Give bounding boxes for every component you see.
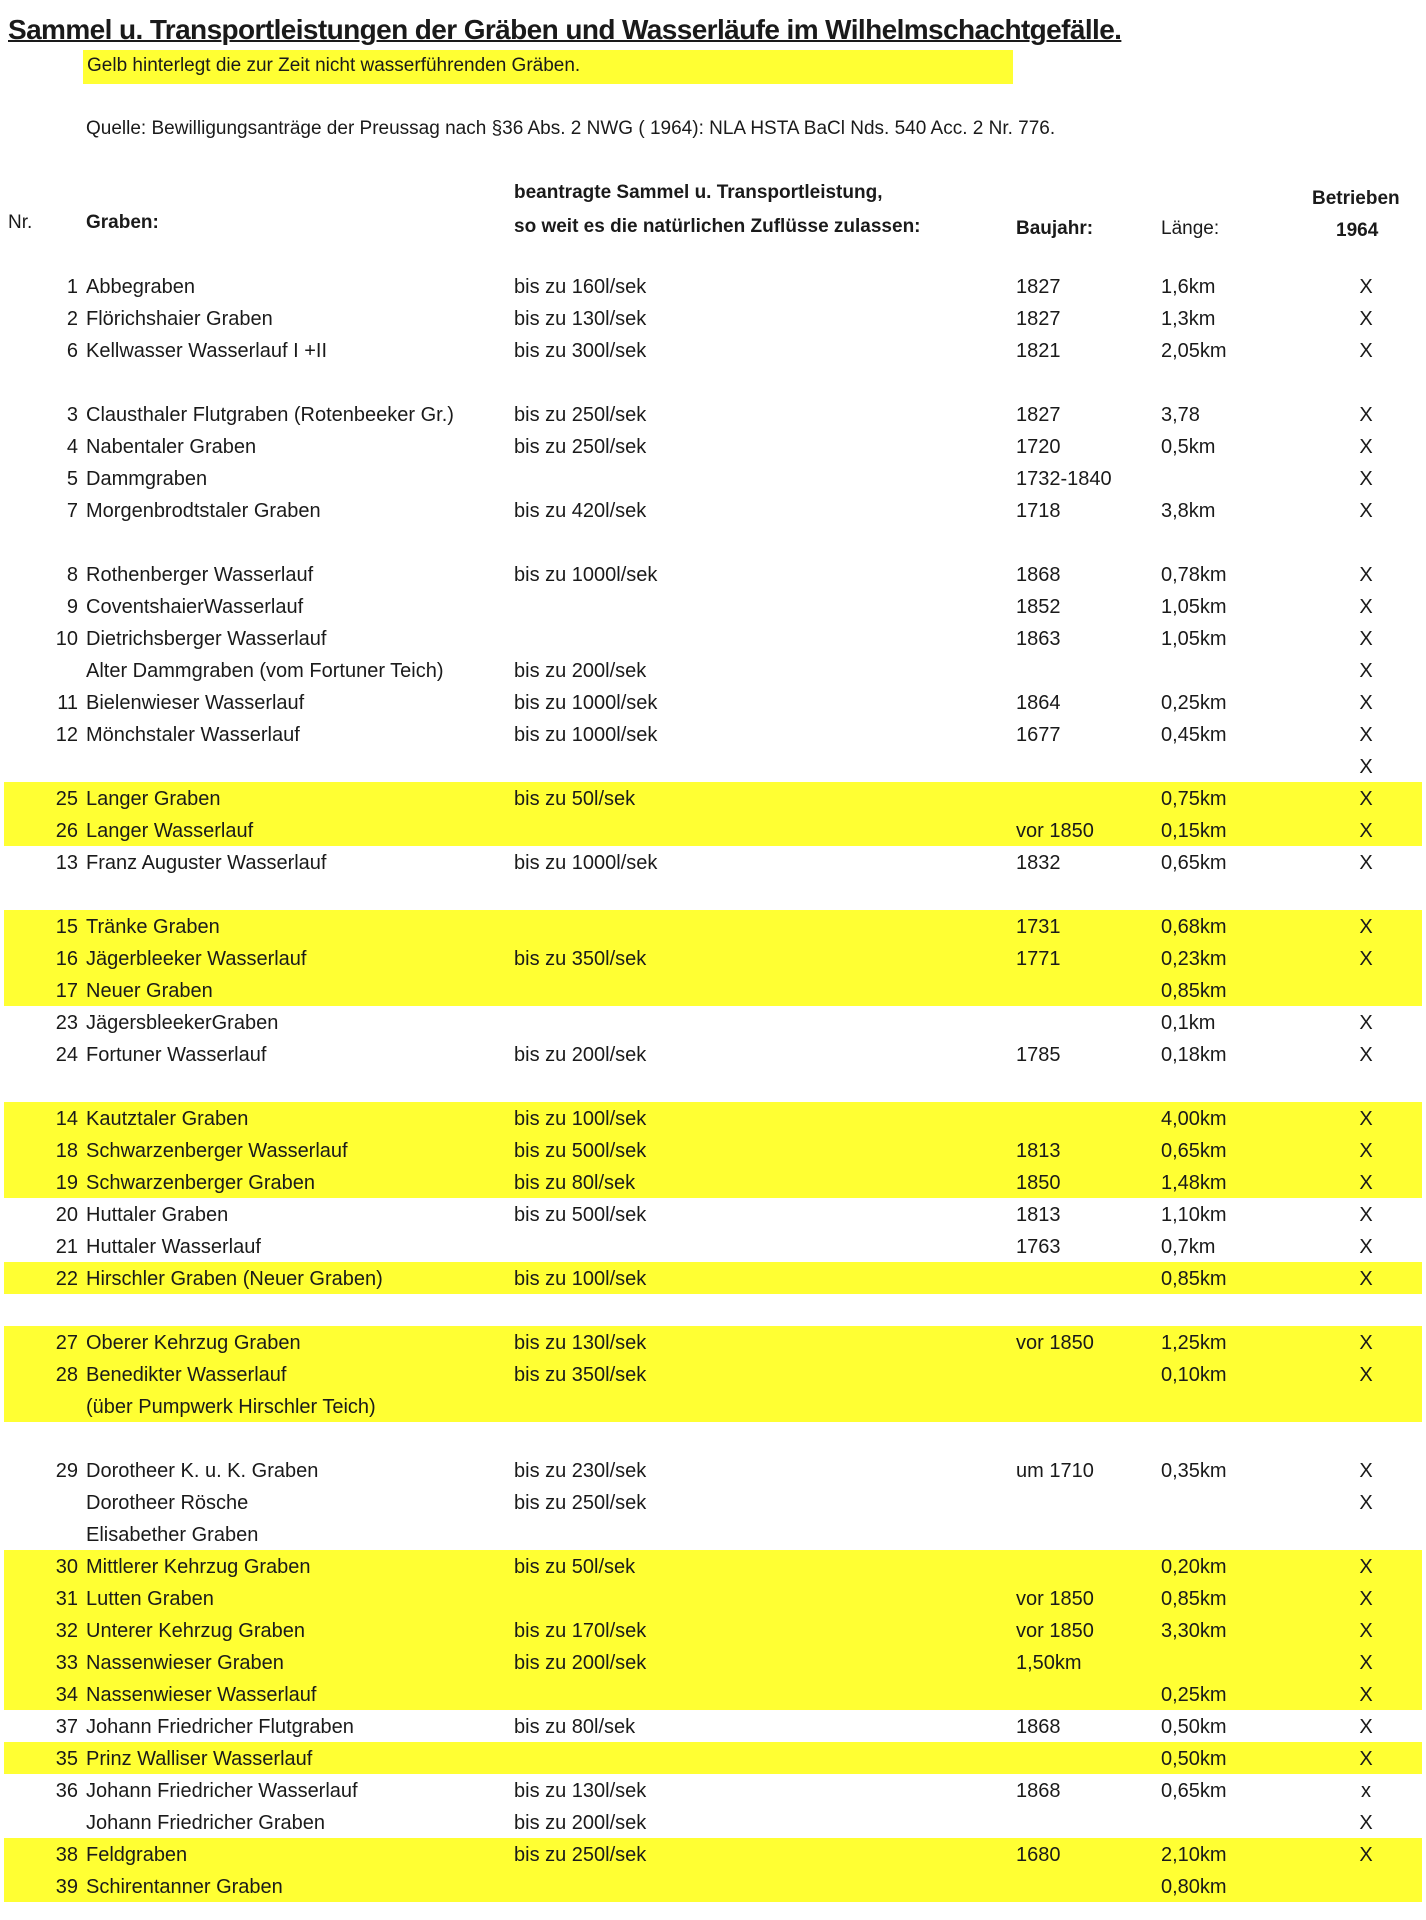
cell-year: 1680: [1016, 1844, 1061, 1866]
cell-length: 0,1km: [1161, 1012, 1216, 1034]
table-row: [0, 852, 1426, 882]
cell-nr: 4: [66, 436, 78, 458]
cell-operated: X: [1359, 660, 1373, 682]
cell-operated: X: [1359, 756, 1373, 778]
cell-operated: X: [1359, 1044, 1373, 1066]
cell-name: Schirentanner Graben: [86, 1876, 283, 1898]
table-row: [0, 1524, 1426, 1554]
cell-length: 1,3km: [1161, 308, 1216, 330]
cell-name: Nabentaler Graben: [86, 436, 257, 458]
cell-nr: 2: [66, 308, 78, 330]
cell-name: Dietrichsberger Wasserlauf: [86, 628, 327, 650]
cell-operated: X: [1359, 1236, 1373, 1258]
cell-nr: 20: [55, 1204, 78, 1226]
cell-capacity: bis zu 1000l/sek: [514, 852, 658, 874]
cell-operated: x: [1361, 1780, 1371, 1802]
cell-name: CoventshaierWasserlauf: [86, 596, 304, 618]
cell-name: Flörichshaier Graben: [86, 308, 273, 330]
cell-year: 1677: [1016, 724, 1061, 746]
highlight-legend-text: Gelb hinterlegt die zur Zeit nicht wasserführenden Gräben.: [87, 55, 581, 76]
cell-length: 2,05km: [1161, 340, 1227, 362]
cell-length: 0,5km: [1161, 436, 1216, 458]
table-row: [0, 724, 1426, 754]
cell-operated: X: [1359, 1620, 1373, 1642]
cell-capacity: bis zu 300l/sek: [514, 340, 647, 362]
cell-name: Jägerbleeker Wasserlauf: [86, 948, 307, 970]
table-row: [0, 308, 1426, 338]
cell-nr: 16: [55, 948, 78, 970]
table-row: [0, 1492, 1426, 1522]
table-row: [0, 1332, 1426, 1362]
cell-year: 1827: [1016, 276, 1061, 298]
cell-capacity: bis zu 250l/sek: [514, 1492, 647, 1514]
cell-operated: X: [1359, 1172, 1373, 1194]
cell-name: Franz Auguster Wasserlauf: [86, 852, 327, 874]
cell-length: 0,15km: [1161, 820, 1227, 842]
cell-nr: 15: [55, 916, 78, 938]
table-row: [0, 1108, 1426, 1138]
cell-operated: X: [1359, 468, 1373, 490]
table-row: [0, 1460, 1426, 1490]
table-row: [0, 820, 1426, 850]
cell-nr: 14: [55, 1108, 78, 1130]
cell-length: 0,85km: [1161, 1268, 1227, 1290]
cell-nr: 26: [55, 820, 78, 842]
table-row: [0, 1844, 1426, 1874]
cell-length: 0,25km: [1161, 1684, 1227, 1706]
cell-nr: 28: [55, 1364, 78, 1386]
cell-capacity: bis zu 350l/sek: [514, 1364, 647, 1386]
cell-operated: X: [1359, 628, 1373, 650]
cell-length: 0,65km: [1161, 852, 1227, 874]
cell-length: 0,65km: [1161, 1140, 1227, 1162]
table-row: [0, 564, 1426, 594]
cell-length: 1,48km: [1161, 1172, 1227, 1194]
cell-name: Johann Friedricher Graben: [86, 1812, 326, 1834]
cell-nr: 32: [55, 1620, 78, 1642]
table-row: [0, 1204, 1426, 1234]
cell-name: Bielenwieser Wasserlauf: [86, 692, 305, 714]
cell-year: um 1710: [1016, 1460, 1094, 1482]
cell-length: 0,20km: [1161, 1556, 1227, 1578]
cell-length: 0,68km: [1161, 916, 1227, 938]
cell-year: 1731: [1016, 916, 1061, 938]
cell-length: 0,75km: [1161, 788, 1227, 810]
table-row: [0, 756, 1426, 786]
cell-operated: X: [1359, 1844, 1373, 1866]
header-betrieben-line2: 1964: [1336, 220, 1379, 241]
cell-capacity: bis zu 250l/sek: [514, 404, 647, 426]
cell-capacity: bis zu 250l/sek: [514, 1844, 647, 1866]
cell-year: 1852: [1016, 596, 1061, 618]
cell-length: 0,80km: [1161, 1876, 1227, 1898]
cell-length: 0,50km: [1161, 1716, 1227, 1738]
cell-capacity: bis zu 200l/sek: [514, 1652, 647, 1674]
cell-nr: 22: [55, 1268, 78, 1290]
cell-operated: X: [1359, 1140, 1373, 1162]
cell-length: 0,35km: [1161, 1460, 1227, 1482]
cell-operated: X: [1359, 308, 1373, 330]
cell-capacity: bis zu 200l/sek: [514, 1812, 647, 1834]
cell-length: 4,00km: [1161, 1108, 1227, 1130]
header-graben: Graben:: [86, 212, 159, 233]
cell-capacity: bis zu 420l/sek: [514, 500, 647, 522]
cell-capacity: bis zu 350l/sek: [514, 948, 647, 970]
cell-length: 0,7km: [1161, 1236, 1216, 1258]
cell-operated: X: [1359, 1588, 1373, 1610]
cell-nr: 11: [57, 692, 78, 714]
cell-nr: 29: [55, 1460, 78, 1482]
cell-operated: X: [1359, 1012, 1373, 1034]
cell-operated: X: [1359, 1268, 1373, 1290]
table-row: [0, 1268, 1426, 1298]
cell-operated: X: [1359, 692, 1373, 714]
cell-name: Kellwasser Wasserlauf I +II: [86, 340, 328, 362]
cell-year: vor 1850: [1016, 1332, 1094, 1354]
table-row: [0, 1780, 1426, 1810]
document-title: Sammel u. Transportleistungen der Gräben und Wasserläufe im Wilhelmschachtgefälle.: [8, 14, 1122, 45]
cell-year: 1863: [1016, 628, 1061, 650]
cell-name: Feldgraben: [86, 1844, 188, 1866]
cell-name: Morgenbrodtstaler Graben: [86, 500, 321, 522]
cell-year: 1832: [1016, 852, 1061, 874]
cell-length: 0,65km: [1161, 1780, 1227, 1802]
table-row: [0, 692, 1426, 722]
table-row: [0, 1556, 1426, 1586]
cell-nr: 30: [55, 1556, 78, 1578]
cell-year: 1771: [1016, 948, 1061, 970]
cell-capacity: bis zu 500l/sek: [514, 1204, 647, 1226]
cell-name: Langer Graben: [86, 788, 221, 810]
cell-capacity: bis zu 100l/sek: [514, 1268, 647, 1290]
table-row: [0, 596, 1426, 626]
cell-name: Lutten Graben: [86, 1588, 214, 1610]
cell-capacity: bis zu 50l/sek: [514, 788, 636, 810]
cell-name: Dammgraben: [86, 468, 208, 490]
cell-nr: 12: [55, 724, 78, 746]
cell-year: 1868: [1016, 1716, 1061, 1738]
cell-name: Nassenwieser Wasserlauf: [86, 1684, 317, 1706]
cell-length: 1,10km: [1161, 1204, 1227, 1226]
cell-length: 2,10km: [1161, 1844, 1227, 1866]
cell-length: 0,85km: [1161, 980, 1227, 1002]
cell-operated: X: [1359, 1812, 1373, 1834]
header-capacity-line2: so weit es die natürlichen Zuflüsse zulassen:: [514, 216, 921, 237]
table-row: [0, 276, 1426, 306]
cell-name: Nassenwieser Graben: [86, 1652, 284, 1674]
table-row: [0, 436, 1426, 466]
cell-name: (über Pumpwerk Hirschler Teich): [86, 1396, 376, 1418]
cell-length: 0,45km: [1161, 724, 1227, 746]
cell-name: Johann Friedricher Wasserlauf: [86, 1780, 358, 1802]
cell-operated: X: [1359, 820, 1373, 842]
cell-capacity: bis zu 50l/sek: [514, 1556, 636, 1578]
cell-nr: 34: [55, 1684, 78, 1706]
table-row: [0, 1748, 1426, 1778]
cell-capacity: bis zu 230l/sek: [514, 1460, 647, 1482]
cell-operated: X: [1359, 1492, 1373, 1514]
cell-name: Benedikter Wasserlauf: [86, 1364, 287, 1386]
cell-name: Alter Dammgraben (vom Fortuner Teich): [86, 660, 444, 682]
cell-nr: 3: [66, 404, 78, 426]
cell-nr: 35: [55, 1748, 78, 1770]
cell-nr: 1: [66, 276, 78, 298]
cell-operated: X: [1359, 1204, 1373, 1226]
cell-length: 3,78: [1161, 404, 1200, 426]
cell-name: Clausthaler Flutgraben (Rotenbeeker Gr.): [86, 404, 454, 426]
cell-capacity: bis zu 200l/sek: [514, 1044, 647, 1066]
cell-capacity: bis zu 1000l/sek: [514, 692, 658, 714]
cell-capacity: bis zu 170l/sek: [514, 1620, 647, 1642]
cell-nr: 21: [55, 1236, 78, 1258]
table-row: [0, 1812, 1426, 1842]
cell-nr: 23: [55, 1012, 78, 1034]
cell-nr: 36: [55, 1780, 78, 1802]
cell-nr: 38: [55, 1844, 78, 1866]
cell-name: Prinz Walliser Wasserlauf: [86, 1748, 313, 1770]
cell-length: 0,23km: [1161, 948, 1227, 970]
cell-year: 1827: [1016, 308, 1061, 330]
cell-year: vor 1850: [1016, 1620, 1094, 1642]
cell-year: 1720: [1016, 436, 1061, 458]
cell-operated: X: [1359, 1684, 1373, 1706]
table-row: [0, 1876, 1426, 1906]
cell-year: 1850: [1016, 1172, 1061, 1194]
cell-capacity: bis zu 130l/sek: [514, 1780, 647, 1802]
cell-length: 1,6km: [1161, 276, 1216, 298]
cell-nr: 9: [66, 596, 78, 618]
cell-name: Langer Wasserlauf: [86, 820, 254, 842]
cell-operated: X: [1359, 276, 1373, 298]
cell-nr: 39: [55, 1876, 78, 1898]
cell-nr: 33: [55, 1652, 78, 1674]
cell-operated: X: [1359, 948, 1373, 970]
table-row: [0, 500, 1426, 530]
header-baujahr: Baujahr:: [1016, 218, 1094, 239]
table-row: [0, 468, 1426, 498]
cell-name: Tränke Graben: [86, 916, 220, 938]
cell-name: Mittlerer Kehrzug Graben: [86, 1556, 311, 1578]
cell-nr: 37: [55, 1716, 78, 1738]
table-row: [0, 1012, 1426, 1042]
cell-operated: X: [1359, 1556, 1373, 1578]
header-capacity-line1: beantragte Sammel u. Transportleistung,: [514, 182, 883, 203]
cell-operated: X: [1359, 724, 1373, 746]
cell-nr: 17: [55, 980, 78, 1002]
cell-year: 1821: [1016, 340, 1061, 362]
table-row: [0, 660, 1426, 690]
cell-capacity: bis zu 80l/sek: [514, 1172, 636, 1194]
table-row: [0, 1652, 1426, 1682]
table-row: [0, 1236, 1426, 1266]
cell-nr: 24: [55, 1044, 78, 1066]
table-row: [0, 1172, 1426, 1202]
cell-name: Neuer Graben: [86, 980, 213, 1002]
cell-year: 1785: [1016, 1044, 1061, 1066]
table-row: [0, 1684, 1426, 1714]
cell-year: 1868: [1016, 564, 1061, 586]
table-row: [0, 788, 1426, 818]
cell-operated: X: [1359, 1460, 1373, 1482]
cell-capacity: bis zu 250l/sek: [514, 436, 647, 458]
cell-year: 1732-1840: [1016, 468, 1112, 490]
cell-nr: 10: [55, 628, 78, 650]
cell-name: Schwarzenberger Wasserlauf: [86, 1140, 348, 1162]
table-row: [0, 1588, 1426, 1618]
table-row: [0, 340, 1426, 370]
cell-nr: 6: [66, 340, 78, 362]
highlight-legend: [83, 50, 1013, 84]
cell-name: Huttaler Graben: [86, 1204, 229, 1226]
cell-operated: X: [1359, 404, 1373, 426]
cell-name: Abbegraben: [86, 276, 195, 298]
table-row: [0, 628, 1426, 658]
cell-length: 1,05km: [1161, 628, 1227, 650]
cell-operated: X: [1359, 564, 1373, 586]
source-citation: Quelle: Bewilligungsanträge der Preussag nach §36 Abs. 2 NWG ( 1964): NLA HSTA BaCl Nds. 540 Acc. 2 Nr. 776.: [86, 118, 1056, 139]
table-row: [0, 980, 1426, 1010]
cell-year: 1763: [1016, 1236, 1061, 1258]
cell-capacity: bis zu 130l/sek: [514, 308, 647, 330]
cell-nr: 25: [55, 788, 78, 810]
cell-capacity: bis zu 80l/sek: [514, 1716, 636, 1738]
header-laenge: Länge:: [1161, 218, 1220, 239]
cell-nr: 13: [55, 852, 78, 874]
cell-year: 1718: [1016, 500, 1061, 522]
table-row: [0, 948, 1426, 978]
cell-operated: X: [1359, 1332, 1373, 1354]
cell-length: 0,10km: [1161, 1364, 1227, 1386]
cell-length: 0,78km: [1161, 564, 1227, 586]
cell-year: vor 1850: [1016, 820, 1094, 842]
cell-nr: 5: [66, 468, 78, 490]
cell-length: 1,05km: [1161, 596, 1227, 618]
cell-name: Oberer Kehrzug Graben: [86, 1332, 301, 1354]
cell-name: Elisabether Graben: [86, 1524, 259, 1546]
cell-operated: X: [1359, 1748, 1373, 1770]
cell-name: Mönchstaler Wasserlauf: [86, 724, 300, 746]
cell-operated: X: [1359, 852, 1373, 874]
cell-nr: 7: [66, 500, 78, 522]
cell-operated: X: [1359, 436, 1373, 458]
cell-capacity: bis zu 500l/sek: [514, 1140, 647, 1162]
cell-operated: X: [1359, 1108, 1373, 1130]
table-row: [0, 1620, 1426, 1650]
cell-year: 1813: [1016, 1140, 1061, 1162]
cell-length: 0,85km: [1161, 1588, 1227, 1610]
cell-name: Kautztaler Graben: [86, 1108, 249, 1130]
table-row: [0, 1716, 1426, 1746]
cell-nr: 19: [55, 1172, 78, 1194]
cell-name: JägersbleekerGraben: [86, 1012, 279, 1034]
cell-name: Dorotheer K. u. K. Graben: [86, 1460, 319, 1482]
cell-length: 3,8km: [1161, 500, 1216, 522]
cell-length: 3,30km: [1161, 1620, 1227, 1642]
cell-length: 0,25km: [1161, 692, 1227, 714]
cell-length: 1,25km: [1161, 1332, 1227, 1354]
cell-operated: X: [1359, 500, 1373, 522]
cell-operated: X: [1359, 916, 1373, 938]
cell-name: Huttaler Wasserlauf: [86, 1236, 261, 1258]
table-row: [0, 1044, 1426, 1074]
table-row: [0, 916, 1426, 946]
cell-nr: 8: [66, 564, 78, 586]
header-betrieben-line1: Betrieben: [1312, 188, 1400, 209]
cell-operated: X: [1359, 1716, 1373, 1738]
cell-nr: 27: [55, 1332, 78, 1354]
cell-operated: X: [1359, 788, 1373, 810]
cell-operated: X: [1359, 1652, 1373, 1674]
cell-year: 1868: [1016, 1780, 1061, 1802]
cell-year: 1,50km: [1016, 1652, 1082, 1674]
cell-capacity: bis zu 1000l/sek: [514, 564, 658, 586]
cell-capacity: bis zu 130l/sek: [514, 1332, 647, 1354]
cell-year: 1864: [1016, 692, 1061, 714]
table-row: [0, 1140, 1426, 1170]
cell-operated: X: [1359, 596, 1373, 618]
cell-operated: X: [1359, 1364, 1373, 1386]
cell-name: Fortuner Wasserlauf: [86, 1044, 267, 1066]
cell-year: vor 1850: [1016, 1588, 1094, 1610]
cell-nr: 18: [55, 1140, 78, 1162]
table-row: [0, 1396, 1426, 1426]
cell-capacity: bis zu 160l/sek: [514, 276, 647, 298]
cell-year: 1827: [1016, 404, 1061, 426]
cell-name: Dorotheer Rösche: [86, 1492, 249, 1514]
cell-name: Unterer Kehrzug Graben: [86, 1620, 306, 1642]
cell-capacity: bis zu 100l/sek: [514, 1108, 647, 1130]
cell-nr: 31: [55, 1588, 78, 1610]
cell-name: Johann Friedricher Flutgraben: [86, 1716, 354, 1738]
cell-name: Rothenberger Wasserlauf: [86, 564, 314, 586]
cell-capacity: bis zu 200l/sek: [514, 660, 647, 682]
cell-name: Schwarzenberger Graben: [86, 1172, 316, 1194]
cell-capacity: bis zu 1000l/sek: [514, 724, 658, 746]
header-nr: Nr.: [8, 212, 33, 233]
cell-length: 0,18km: [1161, 1044, 1227, 1066]
cell-length: 0,50km: [1161, 1748, 1227, 1770]
cell-operated: X: [1359, 340, 1373, 362]
cell-name: Hirschler Graben (Neuer Graben): [86, 1268, 383, 1290]
cell-year: 1813: [1016, 1204, 1061, 1226]
table-row: [0, 1364, 1426, 1394]
table-row: [0, 404, 1426, 434]
